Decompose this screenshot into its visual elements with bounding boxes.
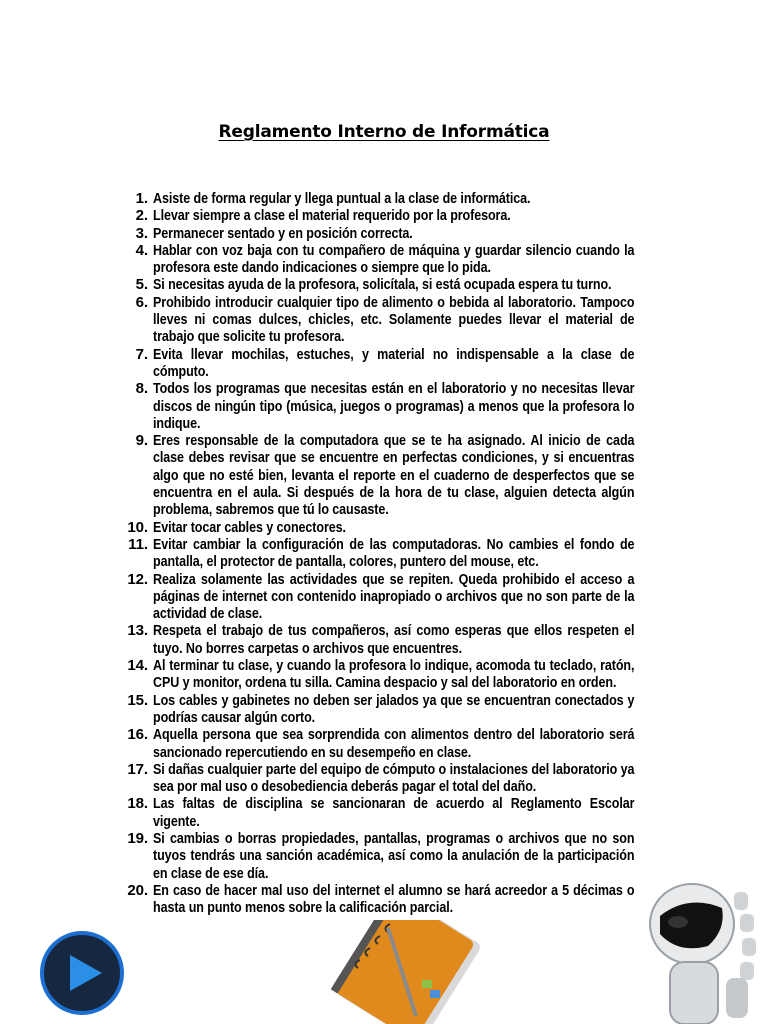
rule-text: Aquella persona que sea sorprendida con alimentos dentro del laboratorio será sancionado repercutiendo en su desempeño en clase. xyxy=(153,726,635,761)
rule-number: 8. xyxy=(135,380,148,398)
rule-number: 17. xyxy=(127,760,148,778)
rule-item xyxy=(118,225,768,242)
rule-number: 14. xyxy=(127,657,148,675)
rule-number: 6. xyxy=(135,293,148,311)
rule-text: Evitar cambiar la configuración de las computadoras. No cambies el fondo de pantalla, el protector de pantalla, colores, puntero del mouse, etc. xyxy=(153,535,635,571)
notebook-icon xyxy=(330,920,480,1024)
rule-text: Evitar tocar cables y conectores. xyxy=(153,518,346,536)
rules-list xyxy=(118,190,768,916)
rule-item xyxy=(118,536,768,571)
rule-item xyxy=(118,692,768,727)
rule-item xyxy=(118,761,768,796)
rule-number: 11. xyxy=(128,535,148,553)
rule-number: 7. xyxy=(135,345,148,363)
rule-item xyxy=(118,830,768,882)
rule-item xyxy=(118,294,768,346)
rule-number: 15. xyxy=(127,691,148,709)
rule-number: 9. xyxy=(135,432,148,450)
rule-item xyxy=(118,571,768,623)
rule-item xyxy=(118,519,768,536)
rule-text: Evita llevar mochilas, estuches, y material no indispensable a la clase de cómputo. xyxy=(153,345,635,380)
rule-text: Asiste de forma regular y llega puntual a la clase de informática. xyxy=(153,190,531,207)
rule-text: Realiza solamente las actividades que se repiten. Queda prohibido el acceso a páginas de internet con contenido inapropiado o archivos que no son parte de la actividad de clase. xyxy=(153,570,635,623)
rule-text: Todos los programas que necesitas están en el laboratorio y no necesitas llevar discos de ningún tipo (música, juegos o programas) a menos que la profesora lo indique. xyxy=(153,380,635,432)
rule-number: 13. xyxy=(127,622,148,640)
rule-number: 1. xyxy=(135,190,148,207)
rule-text: Eres responsable de la computadora que se te ha asignado. Al inicio de cada clase debes revisar que se encuentre en perfectas condiciones, y si encuentras algo que no esté bien, levanta el reporte en el cuaderno de desperfectos que se encuentra en el aula. Si después de la hora de tu clase, alguien detecta algún problema, sabremos que tú lo causaste. xyxy=(153,432,635,519)
rule-item xyxy=(118,207,768,224)
rule-item xyxy=(118,276,768,293)
rule-item xyxy=(118,795,768,830)
rule-number: 5. xyxy=(135,276,148,294)
rule-text: Si necesitas ayuda de la profesora, solicítala, si está ocupada espera tu turno. xyxy=(153,276,612,294)
rule-number: 19. xyxy=(127,829,148,847)
rule-text: Si dañas cualquier parte del equipo de cómputo o instalaciones del laboratorio ya sea por mal uso o desobediencia deberás pagar el total del daño. xyxy=(153,760,635,796)
rule-number: 10. xyxy=(127,518,148,536)
document-title: Reglamento Interno de Informática xyxy=(218,122,550,142)
rule-text: Prohibido introducir cualquier tipo de alimento o bebida al laboratorio. Tampoco lleves ni comas dulces, chicles, etc. Solamente puedes llevar el material de trabajo que solicite tu profesora. xyxy=(153,293,635,346)
rule-number: 4. xyxy=(135,241,148,259)
robot-icon xyxy=(630,878,768,1024)
rule-item xyxy=(118,726,768,761)
rule-number: 3. xyxy=(135,224,148,242)
rule-number: 20. xyxy=(127,881,148,899)
rule-text: Al terminar tu clase, y cuando la profesora lo indique, acomoda tu teclado, ratón, CPU y monitor, ordena tu silla. Camina despacio y sal del laboratorio en orden. xyxy=(153,657,635,692)
rule-number: 16. xyxy=(127,726,148,744)
rule-item xyxy=(118,657,768,692)
play-icon xyxy=(44,935,120,1011)
rule-text: Permanecer sentado y en posición correcta. xyxy=(153,224,413,242)
rule-item xyxy=(118,346,768,381)
play-button[interactable] xyxy=(40,931,124,1015)
rule-number: 12. xyxy=(127,570,148,588)
rule-text: Los cables y gabinetes no deben ser jalados ya que se encuentran conectados y podrías causar algún corto. xyxy=(153,691,635,726)
rule-text: Las faltas de disciplina se sancionaran de acuerdo al Reglamento Escolar vigente. xyxy=(153,795,635,830)
rule-text: Llevar siempre a clase el material requerido por la profesora. xyxy=(153,207,511,225)
rule-number: 2. xyxy=(135,207,148,225)
rule-item xyxy=(118,432,768,518)
rule-item xyxy=(118,380,768,432)
rule-text: Hablar con voz baja con tu compañero de máquina y guardar silencio cuando la profesora este dando indicaciones o siempre que lo pida. xyxy=(153,241,635,277)
rule-number: 18. xyxy=(127,795,148,813)
rule-item xyxy=(118,242,768,277)
rule-text: Si cambias o borras propiedades, pantallas, programas o archivos que no son tuyos tendrás una sanción académica, así como la anulación de la participación en clase de ese día. xyxy=(153,829,635,882)
rule-text: Respeta el trabajo de tus compañeros, así como esperas que ellos respeten el tuyo. No borres carpetas o archivos que encuentres. xyxy=(153,622,635,657)
rule-item xyxy=(118,190,768,207)
rule-item xyxy=(118,622,768,657)
rule-text: En caso de hacer mal uso del internet el alumno se hará acreedor a 5 décimas o hasta un punto menos sobre la calificación parcial. xyxy=(153,881,635,917)
